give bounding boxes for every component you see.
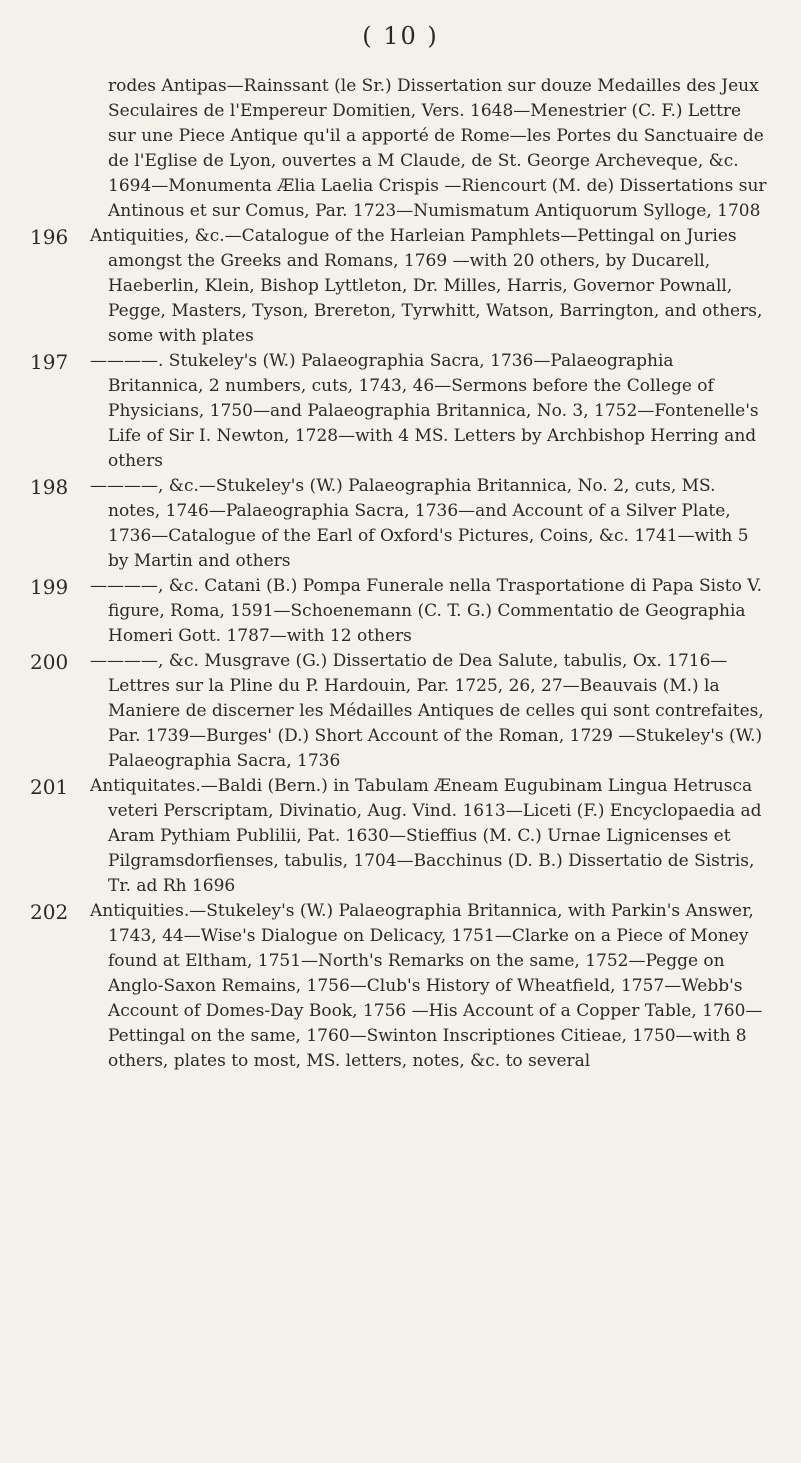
catalogue-entries [30, 74, 773, 1074]
catalogue-entry [30, 899, 773, 1074]
lot-number [30, 74, 90, 224]
lot-number: 198 [30, 475, 69, 499]
catalogue-entry [30, 649, 773, 774]
lot-number: 197 [30, 350, 69, 374]
lot-description: Antiquities, &c.—Catalogue of the Harleian Pamphlets—Pettingal on Juries amongst the Greeks and Romans, 1769 —with 20 others, by Ducarell, Haeberlin, Klein, Bishop Lyttleton, Dr. Milles, Harris, Governor Pownall, Pegge, Masters, Tyson, Brereton, Tyrwhitt, Watson, Barrington, and others, some with plates [90, 226, 763, 346]
page-number: ( 10 ) [362, 22, 439, 50]
catalogue-entry [30, 74, 773, 224]
catalogue-entry [30, 574, 773, 649]
catalogue-entry [30, 349, 773, 474]
lot-number: 201 [30, 775, 69, 799]
lot-number: 196 [30, 225, 69, 249]
lot-number: 199 [30, 575, 69, 599]
catalogue-entry [30, 224, 773, 349]
lot-description: Antiquitates.—Baldi (Bern.) in Tabulam Æneam Eugubinam Lingua Hetrusca veteri Perscriptam, Divinatio, Aug. Vind. 1613—Liceti (F.) Encyclopaedia ad Aram Pythiam Publilii, Pat. 1630—Stieffius (M. C.) Urnae Lignicenses et Pilgramsdorfienses, tabulis, 1704—Bacchinus (D. B.) Dissertatio de Sistris, Tr. ad Rh 1696 [90, 776, 762, 896]
lot-description: ————, &c. Musgrave (G.) Dissertatio de Dea Salute, tabulis, Ox. 1716—Lettres sur la Pline du P. Hardouin, Par. 1725, 26, 27—Beauvais (M.) la Maniere de discerner les Médailles Antiques de celles qui sont contrefaites, Par. 1739—Burges' (D.) Short Account of the Roman, 1729 —Stukeley's (W.) Palaeographia Sacra, 1736 [90, 651, 764, 771]
lot-number: 200 [30, 650, 69, 674]
lot-description: rodes Antipas—Rainssant (le Sr.) Dissertation sur douze Medailles des Jeux Seculaires de l'Empereur Domitien, Vers. 1648—Menestrier (C. F.) Lettre sur une Piece Antique qu'il a apporté de Rome—les Portes du Sanctuaire de de l'Eglise de Lyon, ouvertes a M Claude, de St. George Archeveque, &c. 1694—Monumenta Ælia Laelia Crispis —Riencourt (M. de) Dissertations sur Antinous et sur Comus, Par. 1723—Numismatum Antiquorum Sylloge, 1708 [108, 76, 767, 221]
catalogue-entry [30, 774, 773, 899]
lot-description: ————, &c.—Stukeley's (W.) Palaeographia Britannica, No. 2, cuts, MS. notes, 1746—Palaeographia Sacra, 1736—and Account of a Silver Plate, 1736—Catalogue of the Earl of Oxford's Pictures, Coins, &c. 1741—with 5 by Martin and others [90, 476, 749, 571]
lot-description: Antiquities.—Stukeley's (W.) Palaeographia Britannica, with Parkin's Answer, 1743, 44—Wise's Dialogue on Delicacy, 1751—Clarke on a Piece of Money found at Eltham, 1751—North's Remarks on the same, 1752—Pegge on Anglo-Saxon Remains, 1756—Club's History of Wheatfield, 1757—Webb's Account of Domes-Day Book, 1756 —His Account of a Copper Table, 1760—Pettingal on the same, 1760—Swinton Inscriptiones Citieae, 1750—with 8 others, plates to most, MS. letters, notes, &c. to several [90, 901, 763, 1071]
lot-description: ————. Stukeley's (W.) Palaeographia Sacra, 1736—Palaeographia Britannica, 2 numbers, cuts, 1743, 46—Sermons before the College of Physicians, 1750—and Palaeographia Britannica, No. 3, 1752—Fontenelle's Life of Sir I. Newton, 1728—with 4 MS. Letters by Archbishop Herring and others [90, 351, 759, 471]
catalogue-entry [30, 474, 773, 574]
lot-description: ————, &c. Catani (B.) Pompa Funerale nella Trasportatione di Papa Sisto V. figure, Roma, 1591—Schoenemann (C. T. G.) Commentatio de Geographia Homeri Gott. 1787—with 12 others [90, 576, 762, 646]
lot-number: 202 [30, 900, 69, 924]
